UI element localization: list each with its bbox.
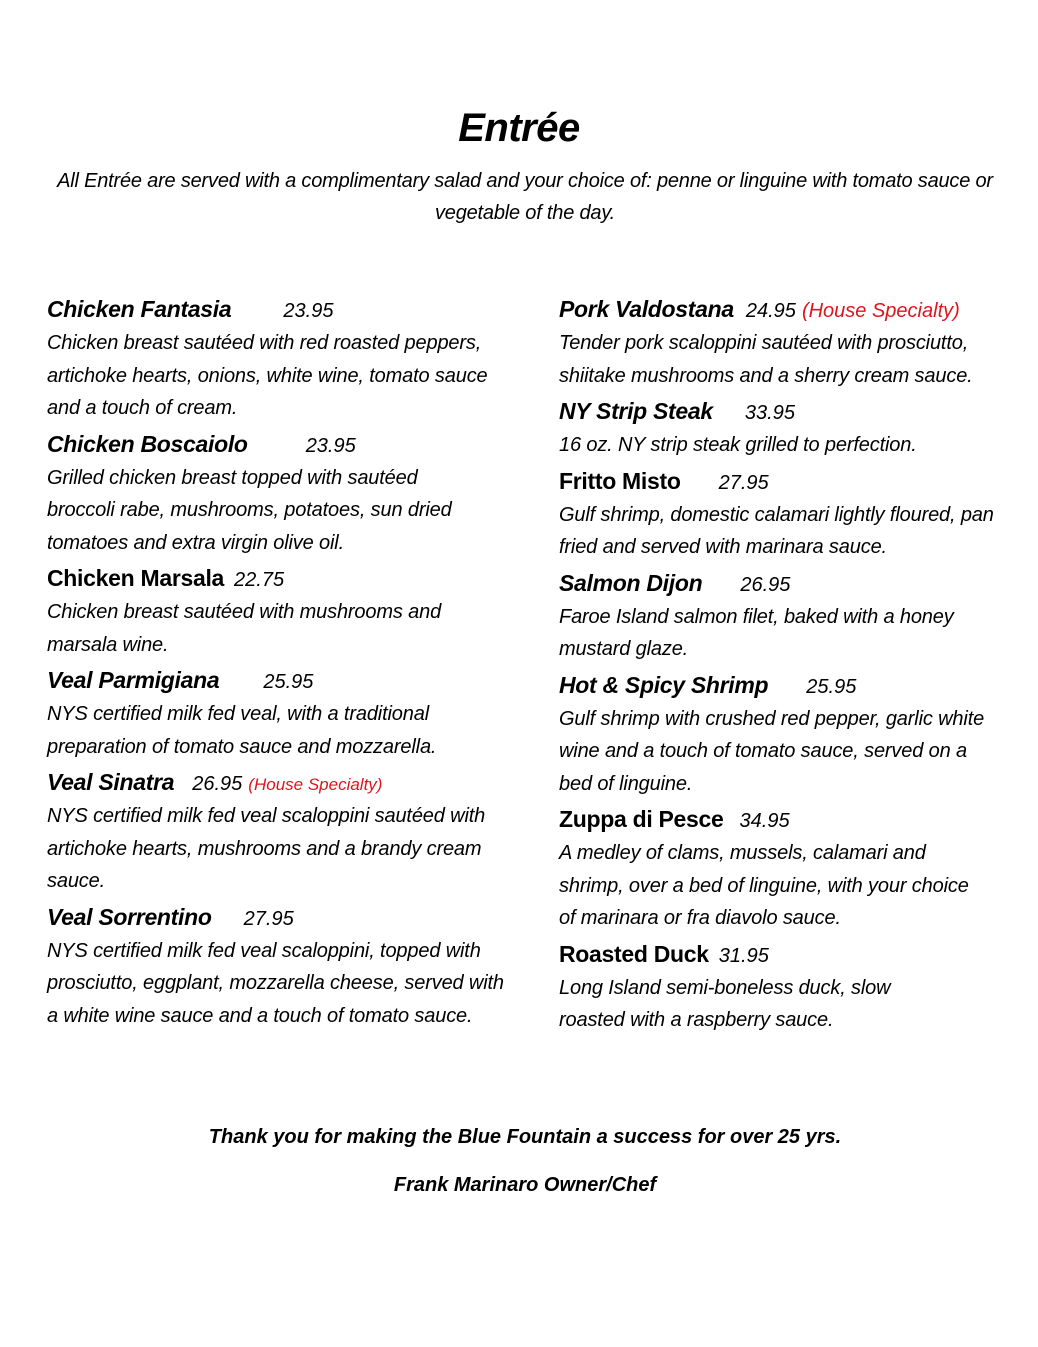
item-description: Gulf shrimp, domestic calamari lightly floured, pan fried and served with marinara sauce. bbox=[559, 503, 994, 558]
item-description: Faroe Island salmon filet, baked with a honey mustard glaze. bbox=[559, 605, 954, 660]
item-description: A medley of clams, mussels, calamari and shrimp, over a bed of linguine, with your choice of marinara or fra diavolo sauce. bbox=[559, 842, 969, 929]
menu-column-left bbox=[47, 292, 517, 1034]
item-price: 24.95 bbox=[745, 300, 796, 322]
footer-thanks: Thank you for making the Blue Fountain a success for over 25 yrs. bbox=[208, 1126, 842, 1148]
menu-item bbox=[47, 292, 517, 425]
menu-item bbox=[559, 292, 1029, 392]
item-name: Salmon Dijon bbox=[559, 569, 703, 596]
item-price: 23.95 bbox=[305, 434, 356, 457]
menu-item bbox=[559, 464, 1029, 564]
menu-item bbox=[559, 668, 1029, 801]
item-price: 34.95 bbox=[739, 810, 790, 832]
footer-signature: Frank Marinaro Owner/Chef bbox=[393, 1174, 657, 1196]
item-price: 22.75 bbox=[234, 569, 285, 591]
item-description: Chicken breast sautéed with red roasted peppers, artichoke hearts, onions, white wine, tomato sauce and a touch of cream. bbox=[47, 332, 488, 419]
item-name: Roasted Duck bbox=[559, 940, 709, 967]
item-description: Long Island semi-boneless duck, slow roasted with a raspberry sauce. bbox=[559, 976, 891, 1031]
item-name: NY Strip Steak bbox=[559, 398, 713, 424]
item-description: NYS certified milk fed veal, with a traditional preparation of tomato sauce and mozzarella. bbox=[47, 703, 437, 758]
menu-item bbox=[47, 765, 517, 898]
item-name: Hot & Spicy Shrimp bbox=[559, 671, 769, 698]
page-subtitle: All Entrée are served with a complimentary salad and your choice of: penne or linguine with tomato sauce or vegetable of the day. bbox=[57, 170, 993, 224]
item-name: Chicken Fantasia bbox=[47, 296, 232, 322]
item-price: 23.95 bbox=[283, 300, 334, 322]
menu-item bbox=[559, 566, 1029, 666]
item-price: 31.95 bbox=[718, 944, 769, 967]
item-description: NYS certified milk fed veal scaloppini, topped with prosciutto, eggplant, mozzarella cheese, served with a white wine sauce and a touch of tomato sauce. bbox=[47, 939, 504, 1027]
menu-item bbox=[47, 561, 517, 661]
item-price: 25.95 bbox=[263, 671, 314, 693]
item-name: Zuppa di Pesce bbox=[559, 806, 724, 832]
item-name: Veal Parmigiana bbox=[47, 667, 220, 693]
menu-item bbox=[559, 802, 1029, 935]
item-description: NYS certified milk fed veal scaloppini sautéed with artichoke hearts, mushrooms and a brandy cream sauce. bbox=[47, 805, 486, 892]
page-title: Entrée bbox=[458, 106, 580, 150]
item-description: Tender pork scaloppini sautéed with prosciutto, shiitake mushrooms and a sherry cream sauce. bbox=[559, 332, 973, 387]
menu-item bbox=[47, 900, 517, 1033]
item-name: Chicken Marsala bbox=[47, 565, 225, 591]
item-price: 27.95 bbox=[718, 471, 769, 494]
item-description: Gulf shrimp with crushed red pepper, garlic white wine and a touch of tomato sauce, served on a bed of linguine. bbox=[559, 707, 985, 795]
menu-item bbox=[559, 937, 1029, 1037]
item-price: 26.95 bbox=[192, 773, 243, 795]
item-name: Chicken Boscaiolo bbox=[47, 430, 248, 457]
item-description: 16 oz. NY strip steak grilled to perfection. bbox=[559, 434, 917, 456]
item-price: 25.95 bbox=[806, 675, 857, 698]
menu-column-right bbox=[559, 292, 1029, 1039]
item-price: 27.95 bbox=[243, 907, 294, 930]
menu-item bbox=[559, 394, 1029, 462]
item-price: 33.95 bbox=[744, 402, 795, 424]
item-description: Chicken breast sautéed with mushrooms and marsala wine. bbox=[47, 601, 442, 656]
house-specialty-badge: (House Specialty) bbox=[248, 775, 383, 794]
house-specialty-badge: (House Specialty) bbox=[801, 300, 960, 322]
menu-item bbox=[47, 427, 517, 560]
item-name: Veal Sorrentino bbox=[47, 903, 212, 930]
item-name: Pork Valdostana bbox=[559, 296, 734, 322]
menu-item bbox=[47, 663, 517, 763]
item-description: Grilled chicken breast topped with sautéed broccoli rabe, mushrooms, potatoes, sun dried tomatoes and extra virgin olive oil. bbox=[47, 466, 452, 554]
item-price: 26.95 bbox=[740, 573, 791, 596]
item-name: Fritto Misto bbox=[559, 467, 681, 494]
item-name: Veal Sinatra bbox=[47, 769, 175, 795]
